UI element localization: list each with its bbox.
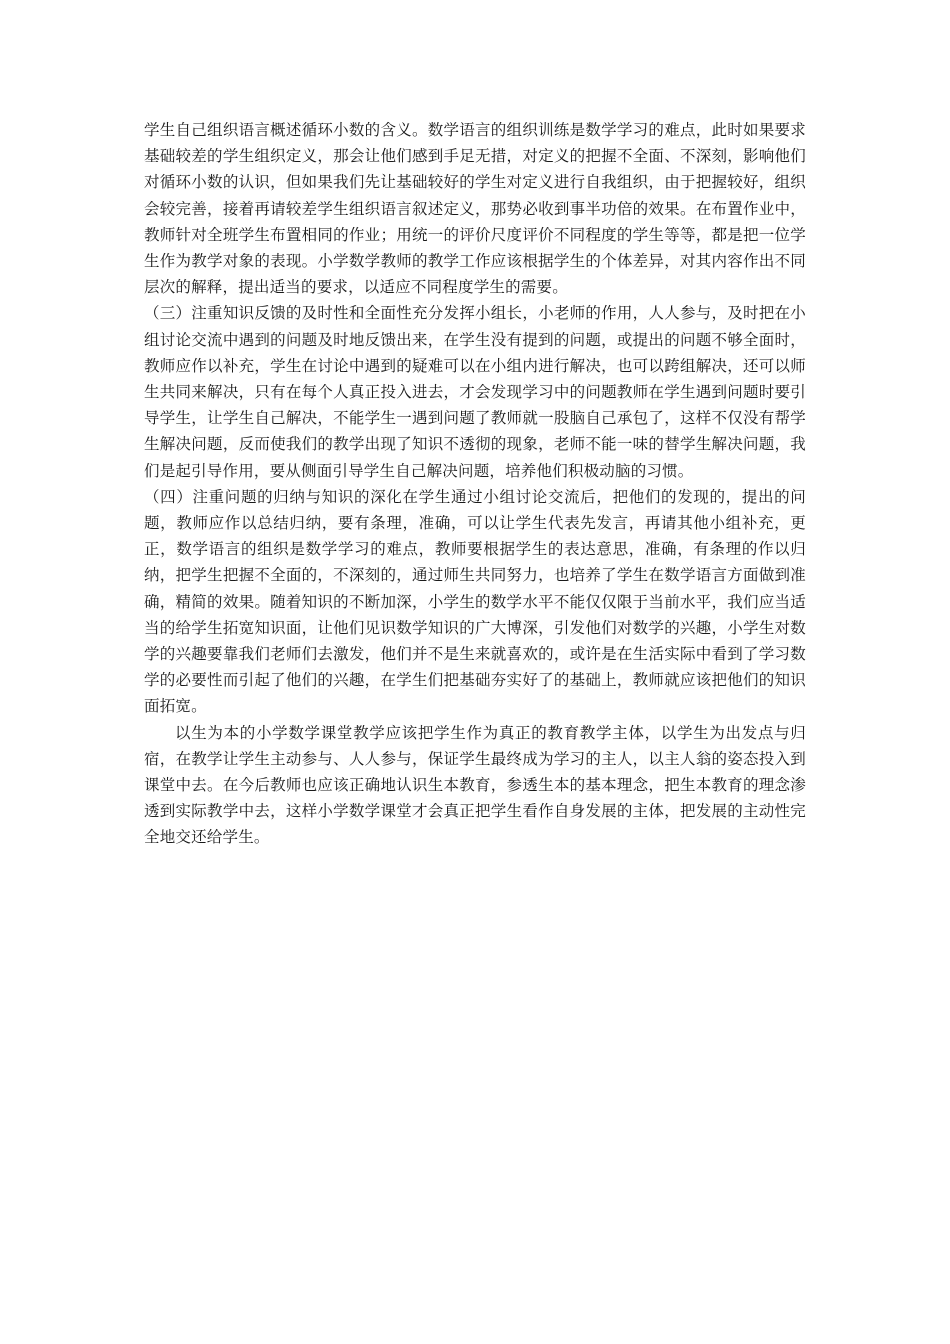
paragraph-conclusion: 以生为本的小学数学课堂教学应该把学生作为真正的教育教学主体，以学生为出发点与归宿，在教学让学生主动参与、人人参与，保证学生最终成为学习的主人，以主人翁的姿态投入到课堂中去。在今后教师也应该正确地认识生本教育，参透生本的基本理念，把生本教育的理念渗透到实际教学中去，这样小学数学课堂才会真正把学生看作自身发展的主体，把发展的主动性完全地交还给学生。 bbox=[144, 723, 806, 847]
paragraph-section-three-feedback: （三）注重知识反馈的及时性和全面性充分发挥小组长，小老师的作用，人人参与，及时把在小组讨论交流中遇到的问题及时地反馈出来，在学生没有提到的问题，或提出的问题不够全面时，教师应作以补充，学生在讨论中遇到的疑难可以在小组内进行解决，也可以跨组解决，还可以师生共同来解决，只有在每个人真正投入进去，才会发现学习中的问题教师在学生遇到问题时要引导学生，让学生自己解决，不能学生一遇到问题了教师就一股脑自己承包了，这样不仅没有帮学生解决问题，反而使我们的教学出现了知识不透彻的现象，老师不能一味的替学生解决问题，我们是起引导作用，要从侧面引导学生自己解决问题，培养他们积极动脑的习惯。 bbox=[144, 304, 806, 480]
document-page bbox=[144, 117, 806, 851]
paragraph-section-four-summary: （四）注重问题的归纳与知识的深化在学生通过小组讨论交流后，把他们的发现的，提出的问题，教师应作以总结归纳，要有条理，准确，可以让学生代表先发言，再请其他小组补充，更正，数学语言的组织是数学学习的难点，教师要根据学生的表达意思，准确，有条理的作以归纳，把学生把握不全面的，不深刻的，通过师生共同努力，也培养了学生在数学语言方面做到准确，精简的效果。随着知识的不断加深，小学生的数学水平不能仅仅限于当前水平，我们应当适当的给学生拓宽知识面，让他们见识数学知识的广大博深，引发他们对数学的兴趣，小学生对数学的兴趣要靠我们老师们去激发，他们并不是生来就喜欢的，或许是在生活实际中看到了学习数学的必要性而引起了他们的兴趣，在学生们把基础夯实好了的基础上，教师就应该把他们的知识面拓宽。 bbox=[144, 487, 806, 716]
paragraph-loop-decimal-definition: 学生自己组织语言概述循环小数的含义。数学语言的组织训练是数学学习的难点，此时如果要求基础较差的学生组织定义，那会让他们感到手足无措，对定义的把握不全面、不深刻，影响他们对循环小数的认识，但如果我们先让基础较好的学生对定义进行自我组织，由于把握较好，组织会较完善，接着再请较差学生组织语言叙述定义，那势必收到事半功倍的效果。在布置作业中，教师针对全班学生布置相同的作业；用统一的评价尺度评价不同程度的学生等等，都是把一位学生作为教学对象的表现。小学数学教师的教学工作应该根据学生的个体差异，对其内容作出不同层次的解释，提出适当的要求，以适应不同程度学生的需要。 bbox=[144, 121, 806, 297]
